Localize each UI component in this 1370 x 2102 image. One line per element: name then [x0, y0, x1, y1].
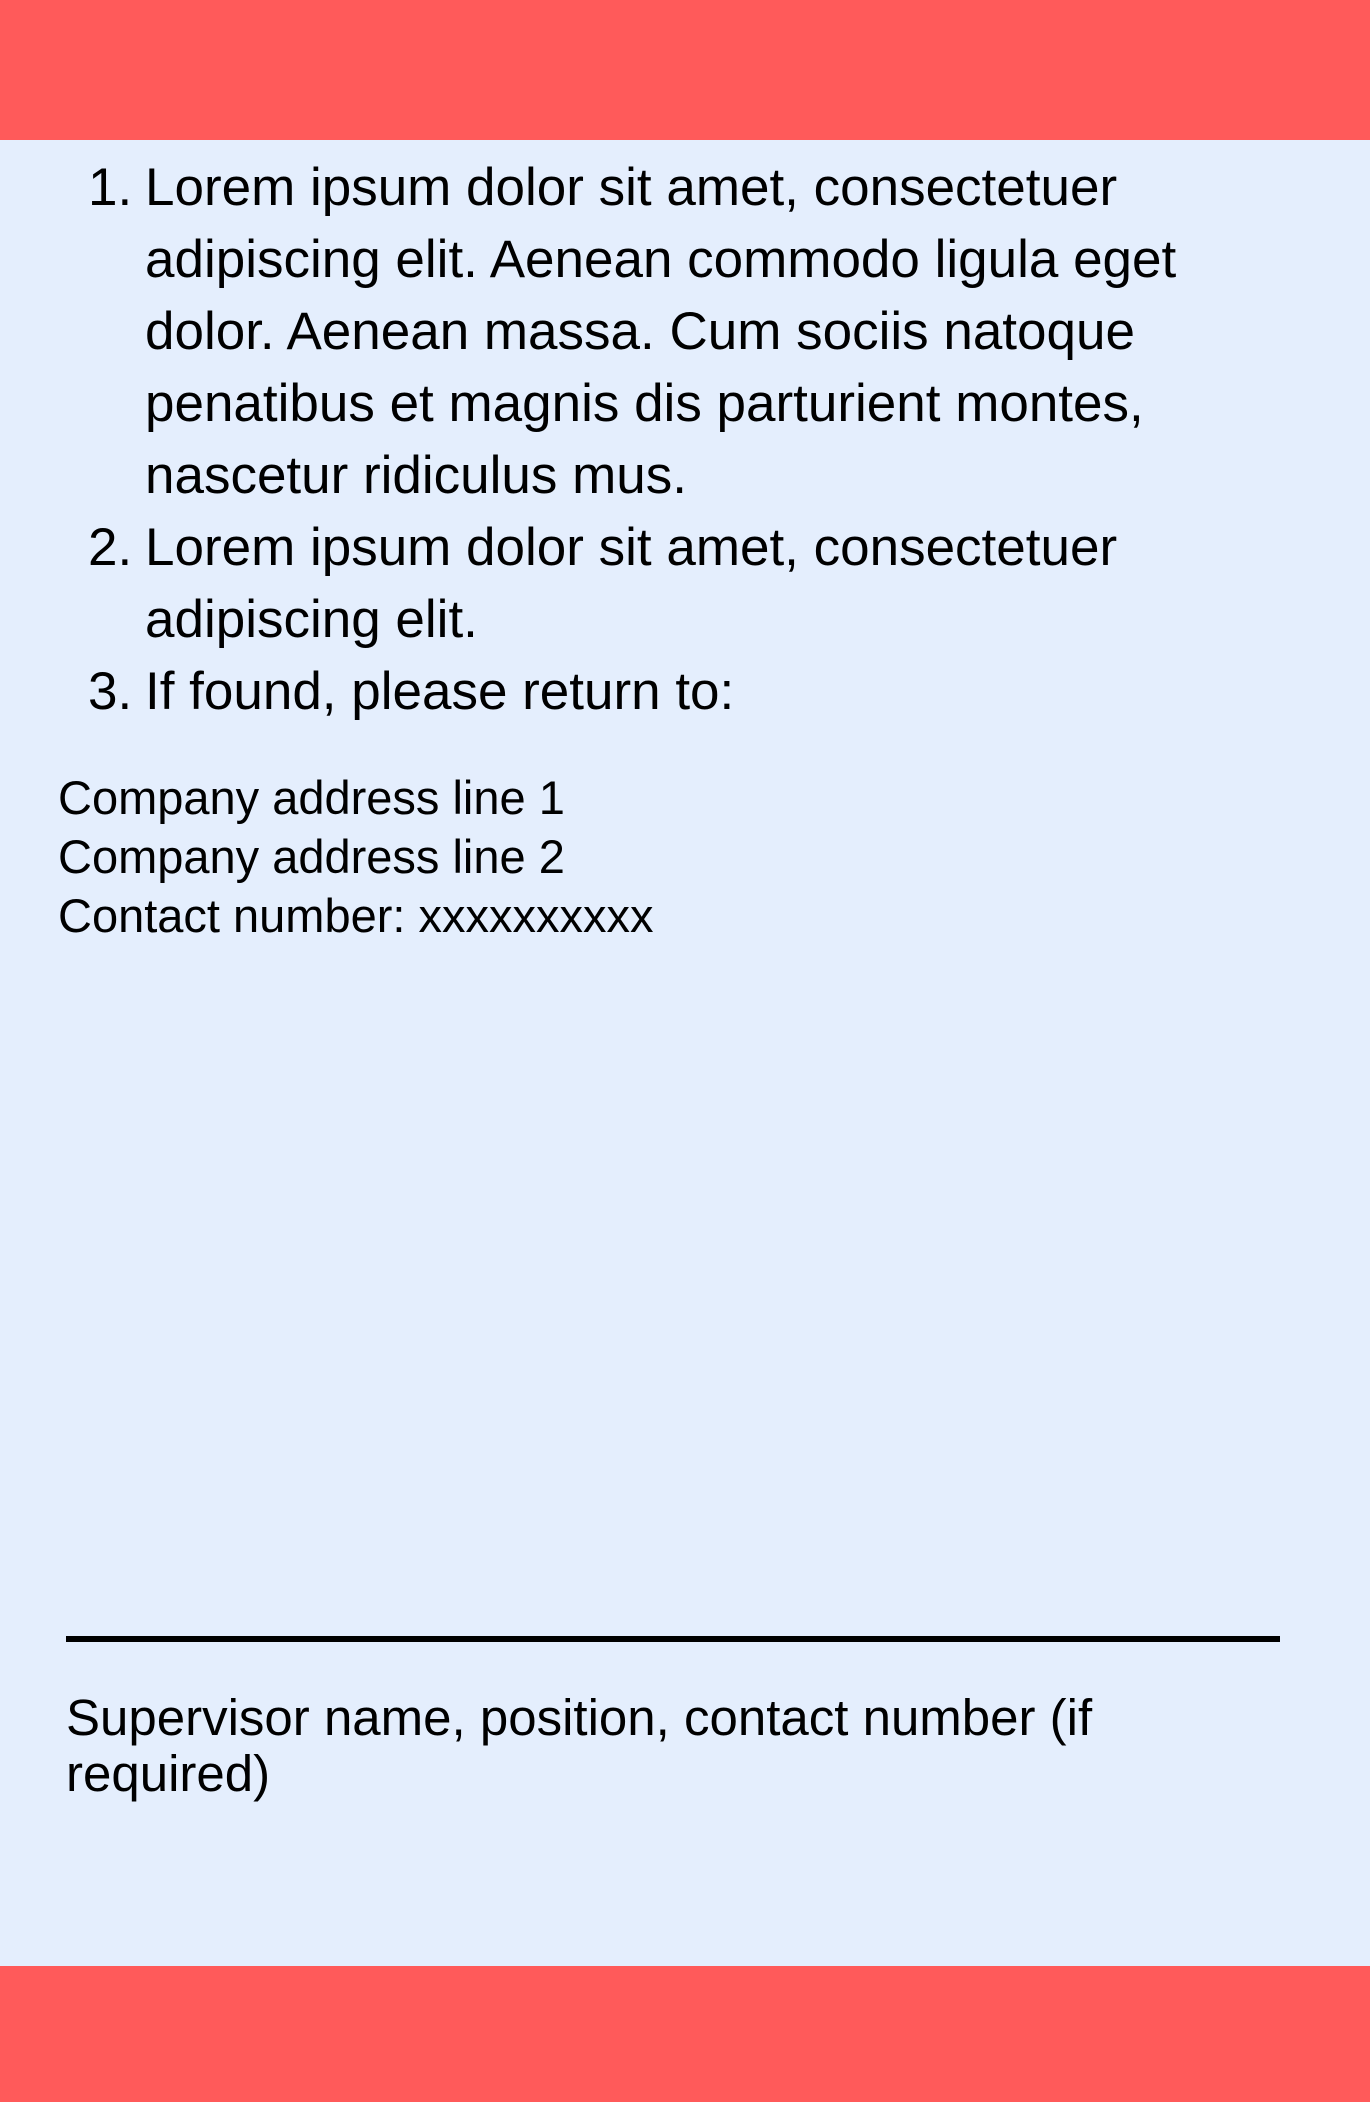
rule-number: 3.: [88, 662, 133, 721]
rule-item-1: [0, 152, 1300, 512]
signature-line: [66, 1636, 1280, 1642]
rule-text: If found, please return to:: [145, 662, 735, 721]
bottom-color-band: [0, 1966, 1370, 2102]
rule-number: 1.: [88, 158, 133, 217]
rule-text: Lorem ipsum dolor sit amet, consectetuer adipiscing elit. Aenean commodo ligula eget dolor. Aenean massa. Cum sociis natoque penatibus et magnis dis parturient montes, nascetur ridiculus mus.: [145, 158, 1177, 505]
rule-text: Lorem ipsum dolor sit amet, consectetuer adipiscing elit.: [145, 518, 1118, 649]
supervisor-caption: Supervisor name, position, contact number (if required): [66, 1689, 1093, 1802]
contact-number: Contact number: xxxxxxxxxx: [58, 889, 654, 942]
rule-item-3: [0, 656, 1300, 728]
rule-number: 2.: [88, 518, 133, 577]
rules-list: [0, 152, 1300, 728]
return-address: [58, 768, 654, 945]
address-line-1: Company address line 1: [58, 771, 565, 824]
address-line-2: Company address line 2: [58, 830, 565, 883]
top-color-band: [0, 0, 1370, 140]
rule-item-2: [0, 512, 1300, 656]
